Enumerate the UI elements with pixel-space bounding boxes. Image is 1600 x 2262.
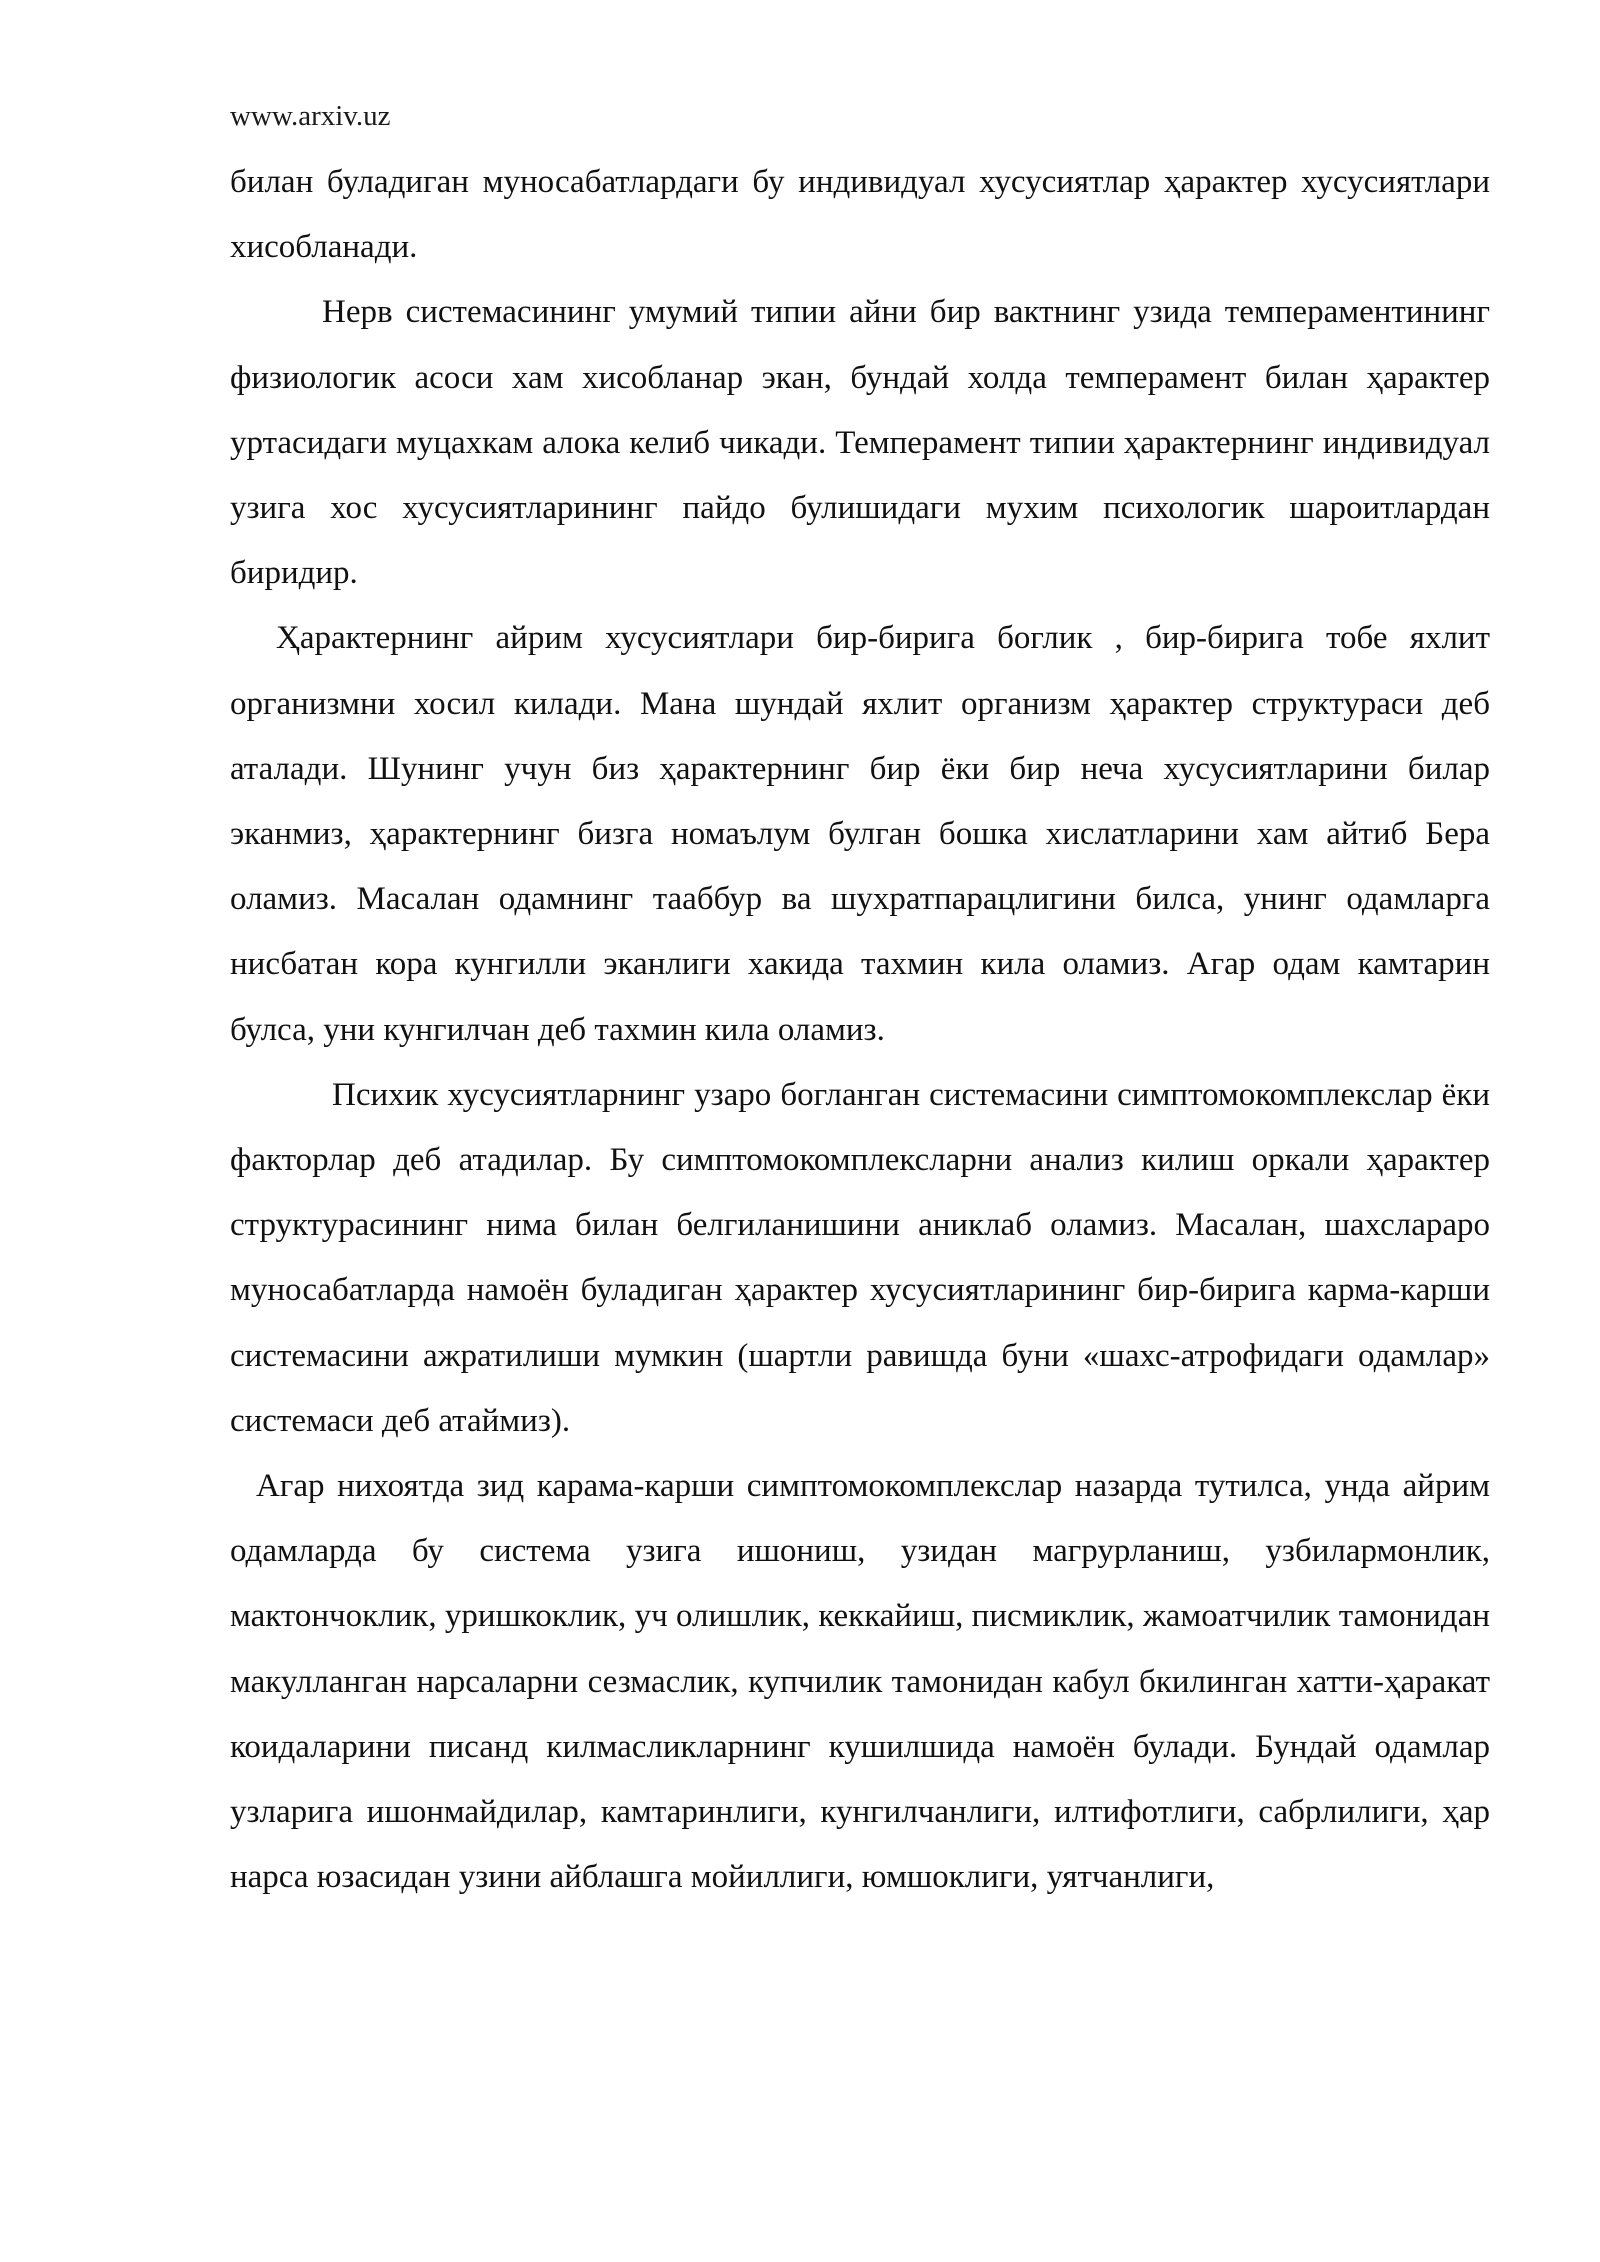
paragraph-nervous-system: Нерв системасининг умумий типии айни бир вактнинг узида темпераментининг физиологик асоси хам хисобланар экан, бундай холда темперамент билан ҳарактер уртасидаги муцахкам алока келиб чикади. Темперамент типии ҳарактернинг индивидуал узига хос хусусиятларининг пайдо булишидаги мухим психологик шароитлардан биридир. bbox=[230, 294, 1490, 592]
paragraph-symptom-complexes: Психик хусусиятларнинг узаро богланган системасини симптомокомплекслар ёки факторлар деб атадилар. Бу симптомокомплексларни анализ килиш оркали ҳарактер структурасининг нима билан белгиланишини аниклаб оламиз. Масалан, шахслараро муносабатларда намоён буладиган ҳарактер хусусиятларининг бир-бирига карма-карши системасини ажратилиши мумкин (шартли равишда буни «шахс-атрофидаги одамлар» системаси деб атаймиз). bbox=[230, 1076, 1490, 1439]
document-body bbox=[230, 150, 1490, 1910]
paragraph-opposite-complexes: Агар нихоятда зид карама-карши симптомокомплекслар назарда тутилса, унда айрим одамларда бу система узига ишониш, узидан магрурланиш, узбилармонлик, мактончоклик, уришкоклик, уч олишлик, кеккайиш, писмиклик, жамоатчилик тамонидан макулланган нарсаларни сезмаслик, купчилик тамонидан кабул бкилинган хатти-ҳаракат коидаларини писанд килмасликларнинг кушилшида намоён булади. Бундай одамлар узларига ишонмайдилар, камтаринлиги, кунгилчанлиги, илтифотлиги, сабрлилиги, ҳар нарса юзасидан узини айблашга мойиллиги, юмшоклиги, уятчанлиги, bbox=[230, 1468, 1490, 1896]
paragraph-continuation: билан буладиган муносабатлардаги бу индивидуал хусусиятлар ҳарактер хусусиятлари хисобланади. bbox=[230, 164, 1490, 266]
paragraph-character-structure: Ҳарактернинг айрим хусусиятлари бир-бирига боглик , бир-бирига тобе яхлит организмни хосил килади. Мана шундай яхлит организм ҳарактер структураси деб аталади. Шунинг учун биз ҳарактернинг бир ёки бир неча хусусиятларини билар эканмиз, ҳарактернинг бизга номаълум булган бошка хислатларини хам айтиб Бера оламиз. Масалан одамнинг тааббур ва шухратпарацлигини билса, унинг одамларга нисбатан кора кунгилли эканлиги хакида тахмин кила оламиз. Агар одам камтарин булса, уни кунгилчан деб тахмин кила оламиз. bbox=[230, 620, 1490, 1048]
page-header-url: www.arxiv.uz bbox=[230, 100, 391, 132]
